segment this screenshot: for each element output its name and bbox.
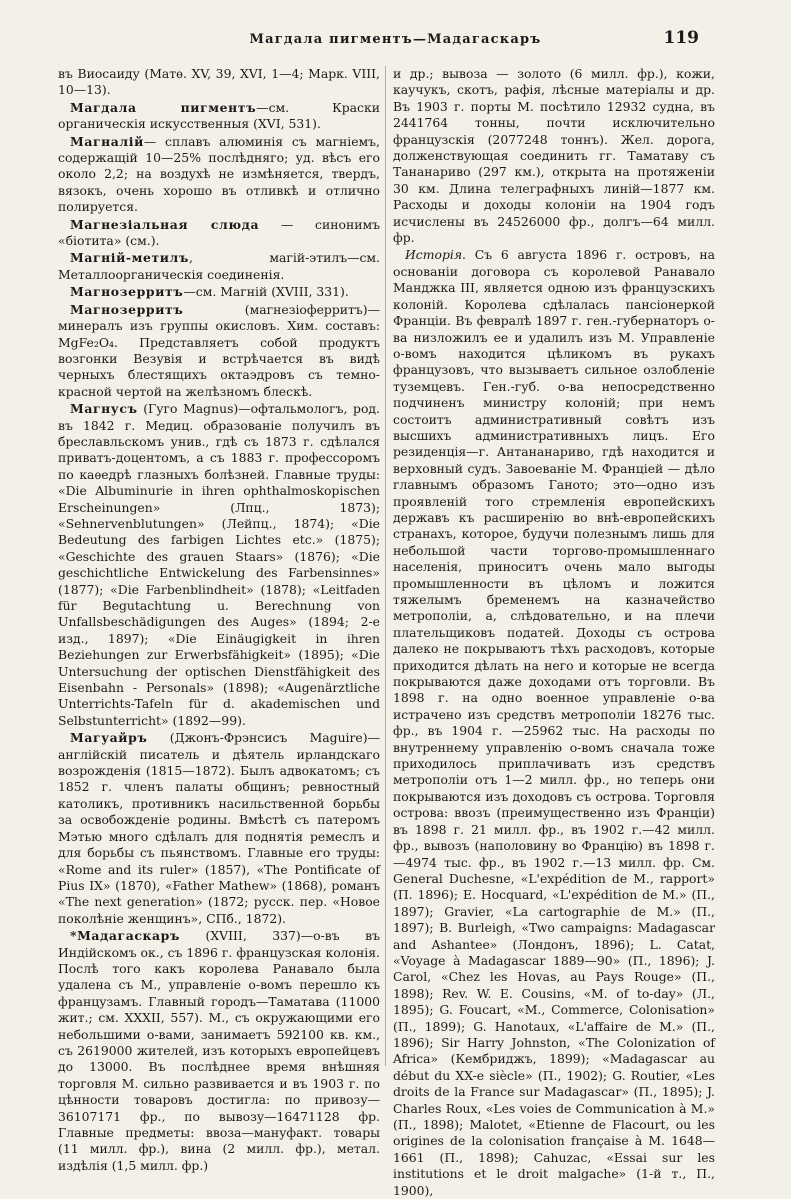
entry-madagascar-continued [393, 66, 715, 246]
entry-magnus [58, 401, 380, 729]
entry-continuation: въ Виосаиду (Матѳ. XV, 39, XVI, 1—4; Марк. VIII, 10—13). [58, 66, 380, 98]
headword: Магнусъ [70, 401, 138, 417]
entry-magdala-pigment [58, 100, 380, 133]
entry-text: — сплавъ алюминія съ магніемъ, содержащій 10—25% послѣдняго; уд. вѣсъ его около 2,2; на воздухѣ не измѣняется, твердъ, вязокъ, очень хорошо въ отливкѣ и отлично полируется. [58, 133, 380, 215]
entry-text: , магій-этилъ—см. Металлоорганическія соединенія. [58, 250, 380, 282]
entry-maguire [58, 730, 380, 927]
entry-magnoferrit-ref [58, 284, 380, 300]
entry-text: Съ 6 августа 1896 г. островъ, на основаніи договора съ королевой Ранавало Манджка III, является одною изъ французскихъ колоній. Королева сдѣлалась пансіонеркой Франціи. Въ февралѣ 1897 г. ген.-губернаторъ о-ва низложилъ ее и удалилъ изъ М. Управленіе о-вомъ находится цѣликомъ въ рукахъ французовъ, что вызываетъ сильное озлобленіе туземцевъ. Ген.-губ. о-ва непосредственно подчиненъ министру колоній; при немъ состоитъ административный совѣтъ изъ высшихъ административныхъ лицъ. Его резиденція—г. Антананариво, гдѣ находится и верховный судъ. Завоеваніе М. Франціей — дѣло главнымъ образомъ Ганото; это—одно изъ проявленій того стремленія европейскихъ державъ къ расширенію во внѣ-европейскихъ странахъ, которое, будучи полезнымъ лишь для небольшой части торгово-промышленнаго населенія, приноситъ очень мало выгоды промышленности въ цѣломъ и ложится тяжелымъ бременемъ на казначейство метрополіи, а, слѣдовательно, и на плечи плательщиковъ податей. Доходы съ острова далеко не покрываютъ тѣхъ расходовъ, которые приходится дѣлать на него и которые не всегда покрываются даже доходами отъ торговли. Въ 1898 г. на одно военное управленіе о-ва истрачено изъ средствъ метрополіи 18276 тыс. фр., въ 1904 г. —25962 тыс. На расходы по внутреннему управленію о-вомъ сначала тоже приходилось приплачивать изъ средствъ метрополіи отъ 1—2 милл. фр., но теперь они покрываются изъ доходовъ съ острова. Торговля острова: ввозъ (преимущественно изъ Франціи) въ 1898 г. 21 милл. фр., въ 1902 г.—42 милл. фр., вывозъ (наполовину во Францію) въ 1898 г.—4974 тыс. фр., въ 1902 г.—13 милл. фр. См. General Duchesne, «L'expédition de M., rapport» (П. 1896); E. Hocquard, «L'expédition de M.» (П., 1897); Gravier, «La cartographie de M.» (П., 1897); B. Burleigh, «Two campaigns: Madagascar and Ashantee» (Лондонъ, 1896); L. Catat, «Voyage à Madagascar 1889—90» (П., 1896); J. Carol, «Chez les Hovas, au Pays Rouge» (П., 1898); Rev. W. E. Cousins, «M. of to-day» (Л., 1895); G. Foucart, «M., Commerce, Colonisation» (П., 1899); G. Hanotaux, «L'affaire de M.» (П., 1896); Sir Harry Johnston, «The Colonization of Africa» (Кембриджъ, 1899); «Madagascar au début du XX-e siècle» (П., 1902); G. Routier, «Les droits de la France sur Madagascar» (П., 1895); J. Charles Roux, «Les voies de Communication à M.» (П., 1898); Malotet, «Etienne de Flacourt, ou les origines de la colonisation française à M. 1648—1661 (П., 1898); Cahuzac, «Essai sur les institutions et le droit malgache» (1-й т., П., 1900), [393, 247, 715, 1198]
entry-magnezialnaya-slyuda [58, 217, 380, 250]
page-header [0, 28, 791, 54]
headword: Магналій [70, 133, 144, 149]
section-label: Исторія. [405, 247, 466, 263]
entry-text: —см. Магній (XVIII, 331). [183, 284, 349, 300]
entry-text: — синонимъ «біотита» (см.). [58, 216, 380, 249]
headword: Магнозерритъ [70, 301, 184, 317]
entry-magniy-metil [58, 250, 380, 283]
headword: Магнозерритъ [70, 284, 184, 300]
left-column [58, 66, 380, 1173]
page-number: 119 [663, 28, 699, 48]
entry-text: (магнезіоферритъ)—минералъ изъ группы окисловъ. Хим. составъ: MgFe₂O₄. Представляетъ собой продуктъ возгонки Везувія и встрѣчается въ видѣ черныхъ блестящихъ октаэдровъ съ темно-красной чертой на желѣзномъ блескѣ. [58, 301, 380, 399]
entry-madagascar-history [393, 247, 715, 1199]
entry-madagascar [58, 928, 380, 1174]
entry-text: (Гуго Magnus)—офтальмологъ, род. въ 1842 г. Медиц. образованіе получилъ въ бреславльскомъ унив., гдѣ съ 1873 г. сдѣлался приватъ-доцентомъ, а съ 1883 г. профессоромъ по каѳедрѣ глазныхъ болѣзней. Главные труды: «Die Albuminurie in ihren ophthalmoskopischen Erscheinungen» (Лпц., 1873); «Sehnervenblutungen» (Лейпц., 1874); «Die Bedeutung des farbigen Lichtes etc.» (1875); «Geschichte des grauen Staars» (1876); «Die geschichtliche Entwickelung des Farbensinnes» (1877); «Die Farbenblindheit» (1878); «Leitfaden für Begutachtung u. Berechnung von Unfallsbeschädigungen des Auges» (1894; 2-е изд., 1897); «Die Einäugigkeit in ihren Beziehungen zur Erwerbsfähigkeit» (1895); «Die Untersuchung der optischen Dienstfähigkeit des Eisenbahn - Personals» (1898); «Augenärztliche Unterrichts-Tafeln für d. akademischen und Selbstunterricht» (1892—99). [58, 401, 380, 728]
running-head: Магдала пигментъ—Мадагаскаръ [249, 32, 542, 47]
headword: Магуайръ [70, 730, 148, 746]
headword: Магдала пигментъ [70, 99, 257, 115]
right-column [393, 66, 715, 1198]
entry-text: (XVIII, 337)—о-въ въ Индійскомъ ок., съ 1896 г. французская колонія. Послѣ того какъ королева Ранавало была удалена съ М., управленіе о-вомъ перешло къ французамъ. Главный городъ—Таматава (11000 жит.; см. XXXII, 557). М., съ окружающими его небольшими о-вами, занимаетъ 592100 кв. км., съ 2619000 жителей, изъ которыхъ европейцевъ до 13000. Въ послѣднее время внѣшняя торговля М. сильно развивается и въ 1903 г. по цѣнности товаровъ достигла: по привозу—36107171 фр., по вывозу—16471128 фр. Главные предметы: ввоза—мануфакт. товары (11 милл. фр.), вина (2 милл. фр.), метал. издѣлія (1,5 милл. фр.) [58, 928, 380, 1173]
column-divider [385, 66, 386, 1066]
entry-magnoferrit [58, 302, 380, 400]
headword: *Мадагаскаръ [70, 928, 181, 944]
entry-magnaliy [58, 134, 380, 216]
entry-text: (Джонъ-Фрэнсисъ Maguire)—англійскій писатель и дѣятель ирландскаго возрожденія (1815—1872). Былъ адвокатомъ; съ 1852 г. членъ палаты общинъ; ревностный католикъ, противникъ насильственной борьбы за освобожденіе родины. Вмѣстѣ съ патеромъ Мэтью много сдѣлалъ для поднятія ремеслъ и для борьбы съ пьянствомъ. Главные его труды: «Rome and its ruler» (1857), «The Pontificate of Pius IX» (1870), «Father Mathew» (1868), романъ «The next generation» (1872; русск. пер. «Новое поколѣніе женщинъ», СПб., 1872). [58, 730, 380, 926]
entry-text: и др.; вывоза — золото (6 милл. фр.), кожи, каучукъ, скотъ, рафія, лѣсные матеріалы и др. Въ 1903 г. порты М. посѣтило 12932 судна, въ 2441764 тонны, почти исключительно французскія (2077248 тоннъ). Жел. дорога, долженствующая соединить гг. Таматаву съ Тананариво (297 км.), открыта на протяженіи 30 км. Длина телеграфныхъ линій—1877 км. Расходы и доходы колоніи на 1904 годъ исчислены въ 24526000 фр., долгъ—64 милл. фр. [393, 66, 715, 246]
entry-text: —см. Краски органическія искусственныя (XVI, 531). [58, 99, 380, 132]
headword: Магній-метилъ [70, 250, 190, 266]
headword: Магнезіальная слюда [70, 216, 260, 232]
